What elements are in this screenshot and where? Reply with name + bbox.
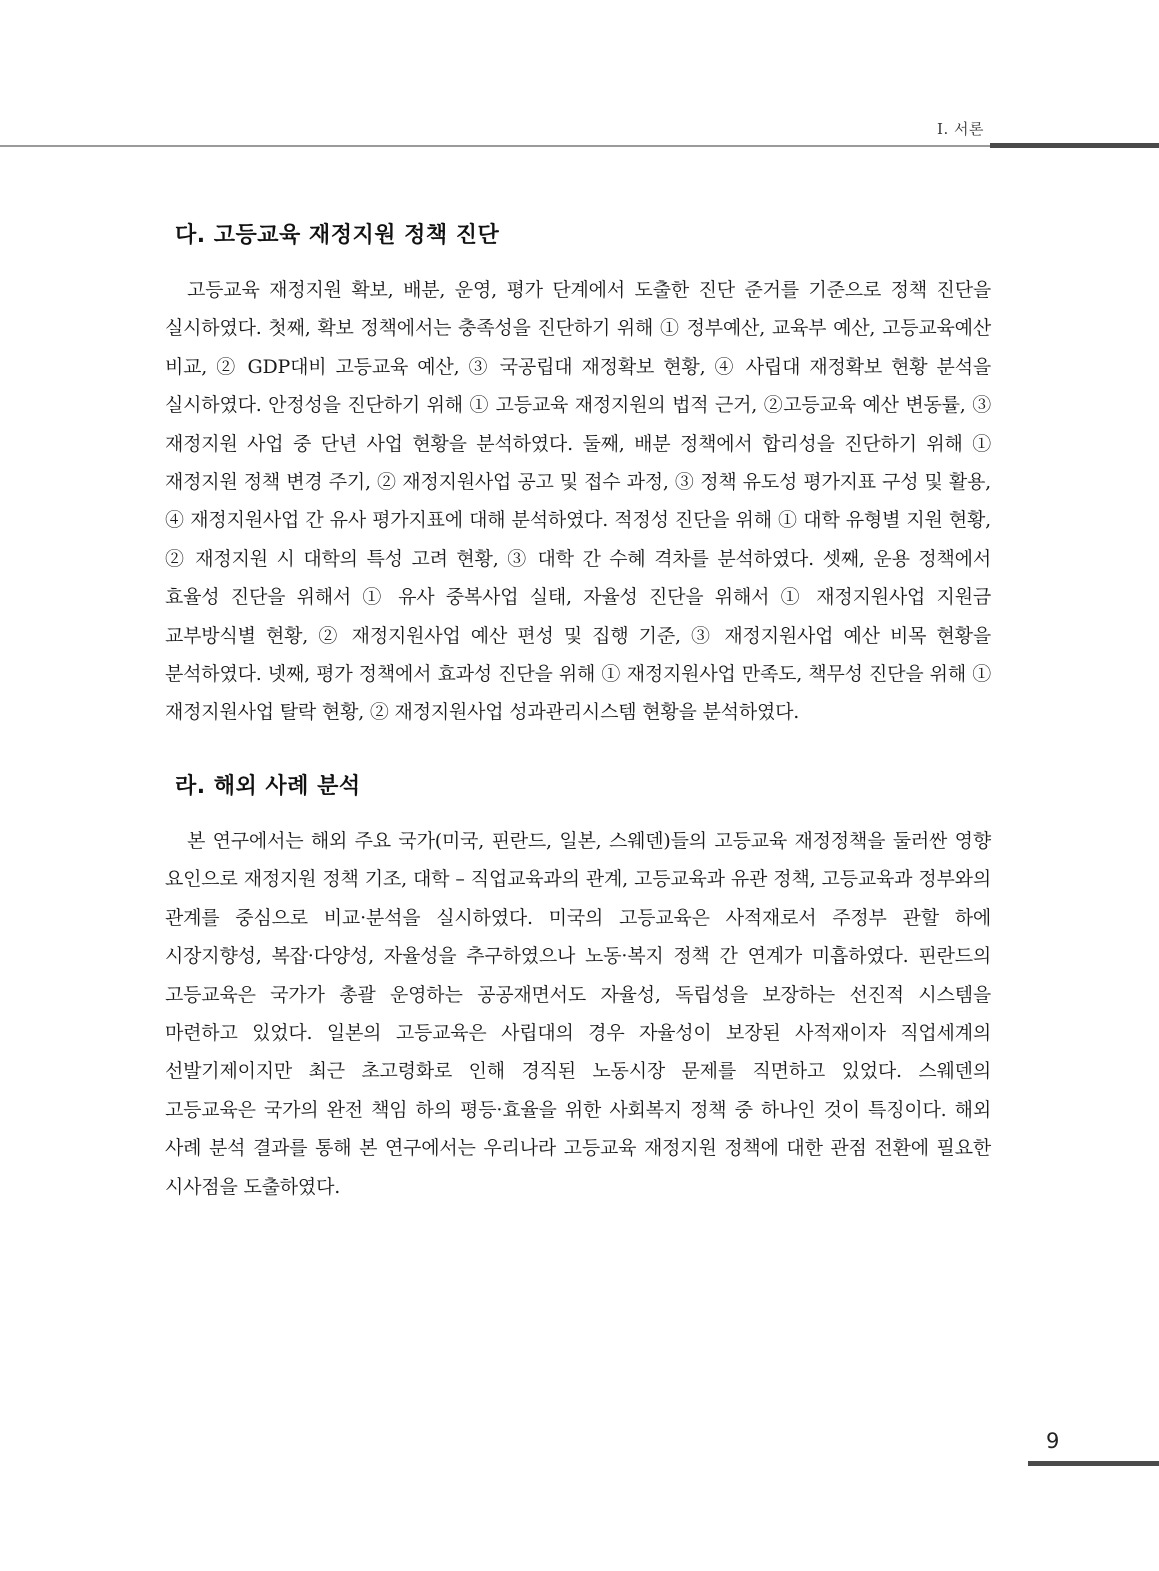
header-accent-bar	[990, 143, 1159, 148]
header-divider	[0, 145, 1159, 147]
section-body-overseas-cases: 본 연구에서는 해외 주요 국가(미국, 핀란드, 일본, 스웨덴)들의 고등교육 재정정책을 둘러싼 영향 요인으로 재정지원 정책 기조, 대학 – 직업교육과의 관계, 고등교육과 유관 정책, 고등교육과 정부와의 관계를 중심으로 비교·분석을 실시하였다. 미국의 고등교육은 사적재로서 주정부 관할 하에 시장지향성, 복잡·다양성, 자율성을 추구하였으나 노동·복지 정책 간 연계가 미흡하였다. 핀란드의 고등교육은 국가가 총괄 운영하는 공공재면서도 자율성, 독립성을 보장하는 선진적 시스템을 마련하고 있었다. 일본의 고등교육은 사립대의 경우 자율성이 보장된 사적재이자 직업세계의 선발기제이지만 최근 초고령화로 인해 경직된 노동시장 문제를 직면하고 있었다. 스웨덴의 고등교육은 국가의 완전 책임 하의 평등·효율을 위한 사회복지 정책 중 하나인 것이 특징이다. 해외 사례 분석 결과를 통해 본 연구에서는 우리나라 고등교육 재정지원 정책에 대한 관점 전환에 필요한 시사점을 도출하였다.	[165, 829, 991, 1198]
section-title-overseas-cases: 라. 해외 사례 분석	[175, 773, 361, 799]
section-title-policy-diagnosis: 다. 고등교육 재정지원 정책 진단	[175, 223, 500, 248]
page-body	[165, 218, 991, 1206]
section-body-policy-diagnosis: 고등교육 재정지원 확보, 배분, 운영, 평가 단계에서 도출한 진단 준거를 기준으로 정책 진단을 실시하였다. 첫째, 확보 정책에서는 충족성을 진단하기 위해 ① 정부예산, 교육부 예산, 고등교육예산 비교, ② GDP대비 고등교육 예산, ③ 국공립대 재정확보 현황, ④ 사립대 재정확보 현황 분석을 실시하였다. 안정성을 진단하기 위해 ① 고등교육 재정지원의 법적 근거, ②고등교육 예산 변동률, ③ 재정지원 사업 중 단년 사업 현황을 분석하였다. 둘째, 배분 정책에서 합리성을 진단하기 위해 ① 재정지원 정책 변경 주기, ② 재정지원사업 공고 및 접수 과정, ③ 정책 유도성 평가지표 구성 및 활용, ④ 재정지원사업 간 유사 평가지표에 대해 분석하였다. 적정성 진단을 위해 ① 대학 유형별 지원 현황, ② 재정지원 시 대학의 특성 고려 현황, ③ 대학 간 수혜 격차를 분석하였다. 셋째, 운용 정책에서 효율성 진단을 위해서 ① 유사 중복사업 실태, 자율성 진단을 위해서 ① 재정지원사업 지원금 교부방식별 현황, ② 재정지원사업 예산 편성 및 집행 기준, ③ 재정지원사업 예산 비목 현황을 분석하였다. 넷째, 평가 정책에서 효과성 진단을 위해 ① 재정지원사업 만족도, 책무성 진단을 위해 ① 재정지원사업 탈락 현황, ② 재정지원사업 성과관리시스템 현황을 분석하였다.	[165, 279, 992, 724]
running-header-title: Ⅰ. 서론	[937, 120, 984, 138]
page-number: 9	[1046, 1429, 1060, 1453]
footer-accent-bar	[1028, 1461, 1159, 1466]
